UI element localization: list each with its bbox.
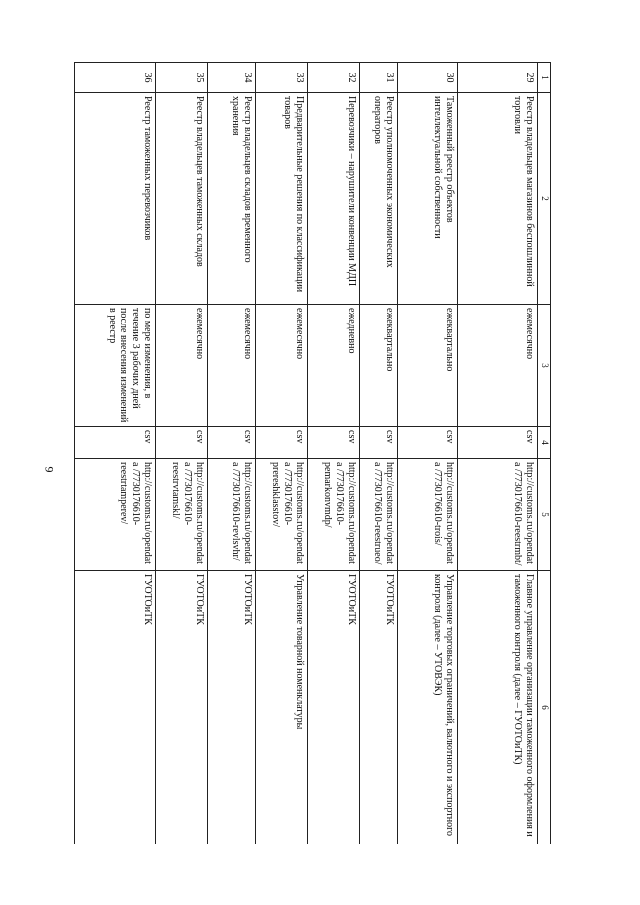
table-row: [75, 63, 156, 845]
dataset-name: Реестр владельцев таможенных складов: [156, 93, 208, 305]
table-row: [398, 63, 458, 845]
row-number: 35: [156, 63, 208, 93]
page-number: 9: [42, 466, 57, 473]
responsible-unit: Управление товарной номенклатуры: [256, 571, 308, 845]
update-frequency: ежемесячно: [458, 305, 538, 427]
dataset-url[interactable]: http://customs.ru/opendata /7730176610-reestrmbt/: [458, 459, 538, 571]
dataset-url[interactable]: http://customs.ru/opendata /7730176610- prereshklasstov/: [256, 459, 308, 571]
row-number: 30: [398, 63, 458, 93]
dataset-url[interactable]: http://customs.ru/opendata /7730176610- reestrtamperev/: [75, 459, 156, 571]
responsible-unit: ГУОТОиТК: [360, 571, 398, 845]
update-frequency: ежемесячно: [156, 305, 208, 427]
dataset-name: Реестр уполномоченных экономических операторов: [360, 93, 398, 305]
responsible-unit: ГУОТОиТК: [156, 571, 208, 845]
data-format: csv: [208, 427, 256, 459]
data-format: csv: [398, 427, 458, 459]
responsible-unit: Главное управление организации таможенного оформления и таможенного контроля (далее – ГУОТОиТК): [458, 571, 538, 845]
dataset-url[interactable]: http://customs.ru/opendata /7730176610- reestrvtamskl/: [156, 459, 208, 571]
header-col-3: 3: [538, 305, 551, 427]
registry-table: [74, 62, 551, 844]
dataset-name: Таможенный реестр объектов интеллектуальной собственности: [398, 93, 458, 305]
dataset-url[interactable]: http://customs.ru/opendata /7730176610-revlsvhr/: [208, 459, 256, 571]
responsible-unit: ГУОТОиТК: [308, 571, 360, 845]
table-row: [458, 63, 538, 845]
table-row: [308, 63, 360, 845]
data-format: csv: [458, 427, 538, 459]
table-header-row: [538, 63, 551, 845]
update-frequency: ежеквартально: [398, 305, 458, 427]
update-frequency: ежемесячно: [256, 305, 308, 427]
row-number: 34: [208, 63, 256, 93]
header-col-2: 2: [538, 93, 551, 305]
dataset-url[interactable]: http://customs.ru/opendata /7730176610-trois/: [398, 459, 458, 571]
header-col-5: 5: [538, 459, 551, 571]
responsible-unit: ГУОТОиТК: [208, 571, 256, 845]
dataset-name: Перевозчики – нарушители конвенции МДП: [308, 93, 360, 305]
header-col-4: 4: [538, 427, 551, 459]
row-number: 32: [308, 63, 360, 93]
dataset-url[interactable]: http://customs.ru/opendata /7730176610- pemarkonvmdp/: [308, 459, 360, 571]
data-format: csv: [256, 427, 308, 459]
update-frequency: ежеквартально: [360, 305, 398, 427]
update-frequency: ежедневно: [308, 305, 360, 427]
header-col-6: 6: [538, 571, 551, 845]
row-number: 29: [458, 63, 538, 93]
dataset-name: Реестр владельцев складов временного хранения: [208, 93, 256, 305]
dataset-name: Реестр таможенных перевозчиков: [75, 93, 156, 305]
update-frequency: ежемесячно: [208, 305, 256, 427]
responsible-unit: ГУОТОиТК: [75, 571, 156, 845]
table-row: [208, 63, 256, 845]
table-row: [156, 63, 208, 845]
row-number: 31: [360, 63, 398, 93]
dataset-name: Предварительные решения по классификации товаров: [256, 93, 308, 305]
table-row: [256, 63, 308, 845]
row-number: 36: [75, 63, 156, 93]
data-format: csv: [75, 427, 156, 459]
registry-table-rotated: [74, 62, 551, 844]
header-col-1: 1: [538, 63, 551, 93]
responsible-unit: Управление торговых ограничений, валютного и экспортного контроля (далее – УТОВЭК): [398, 571, 458, 845]
row-number: 33: [256, 63, 308, 93]
data-format: csv: [156, 427, 208, 459]
table-row: [360, 63, 398, 845]
data-format: csv: [308, 427, 360, 459]
dataset-url[interactable]: http://customs.ru/opendata /7730176610-reestrueo/: [360, 459, 398, 571]
dataset-name: Реестр владельцев магазинов беспошлинной торговли: [458, 93, 538, 305]
update-frequency: по мере изменения, в течение 3 рабочих дней после внесения изменений в реестр: [75, 305, 156, 427]
data-format: csv: [360, 427, 398, 459]
registry-table-container: [74, 62, 551, 844]
